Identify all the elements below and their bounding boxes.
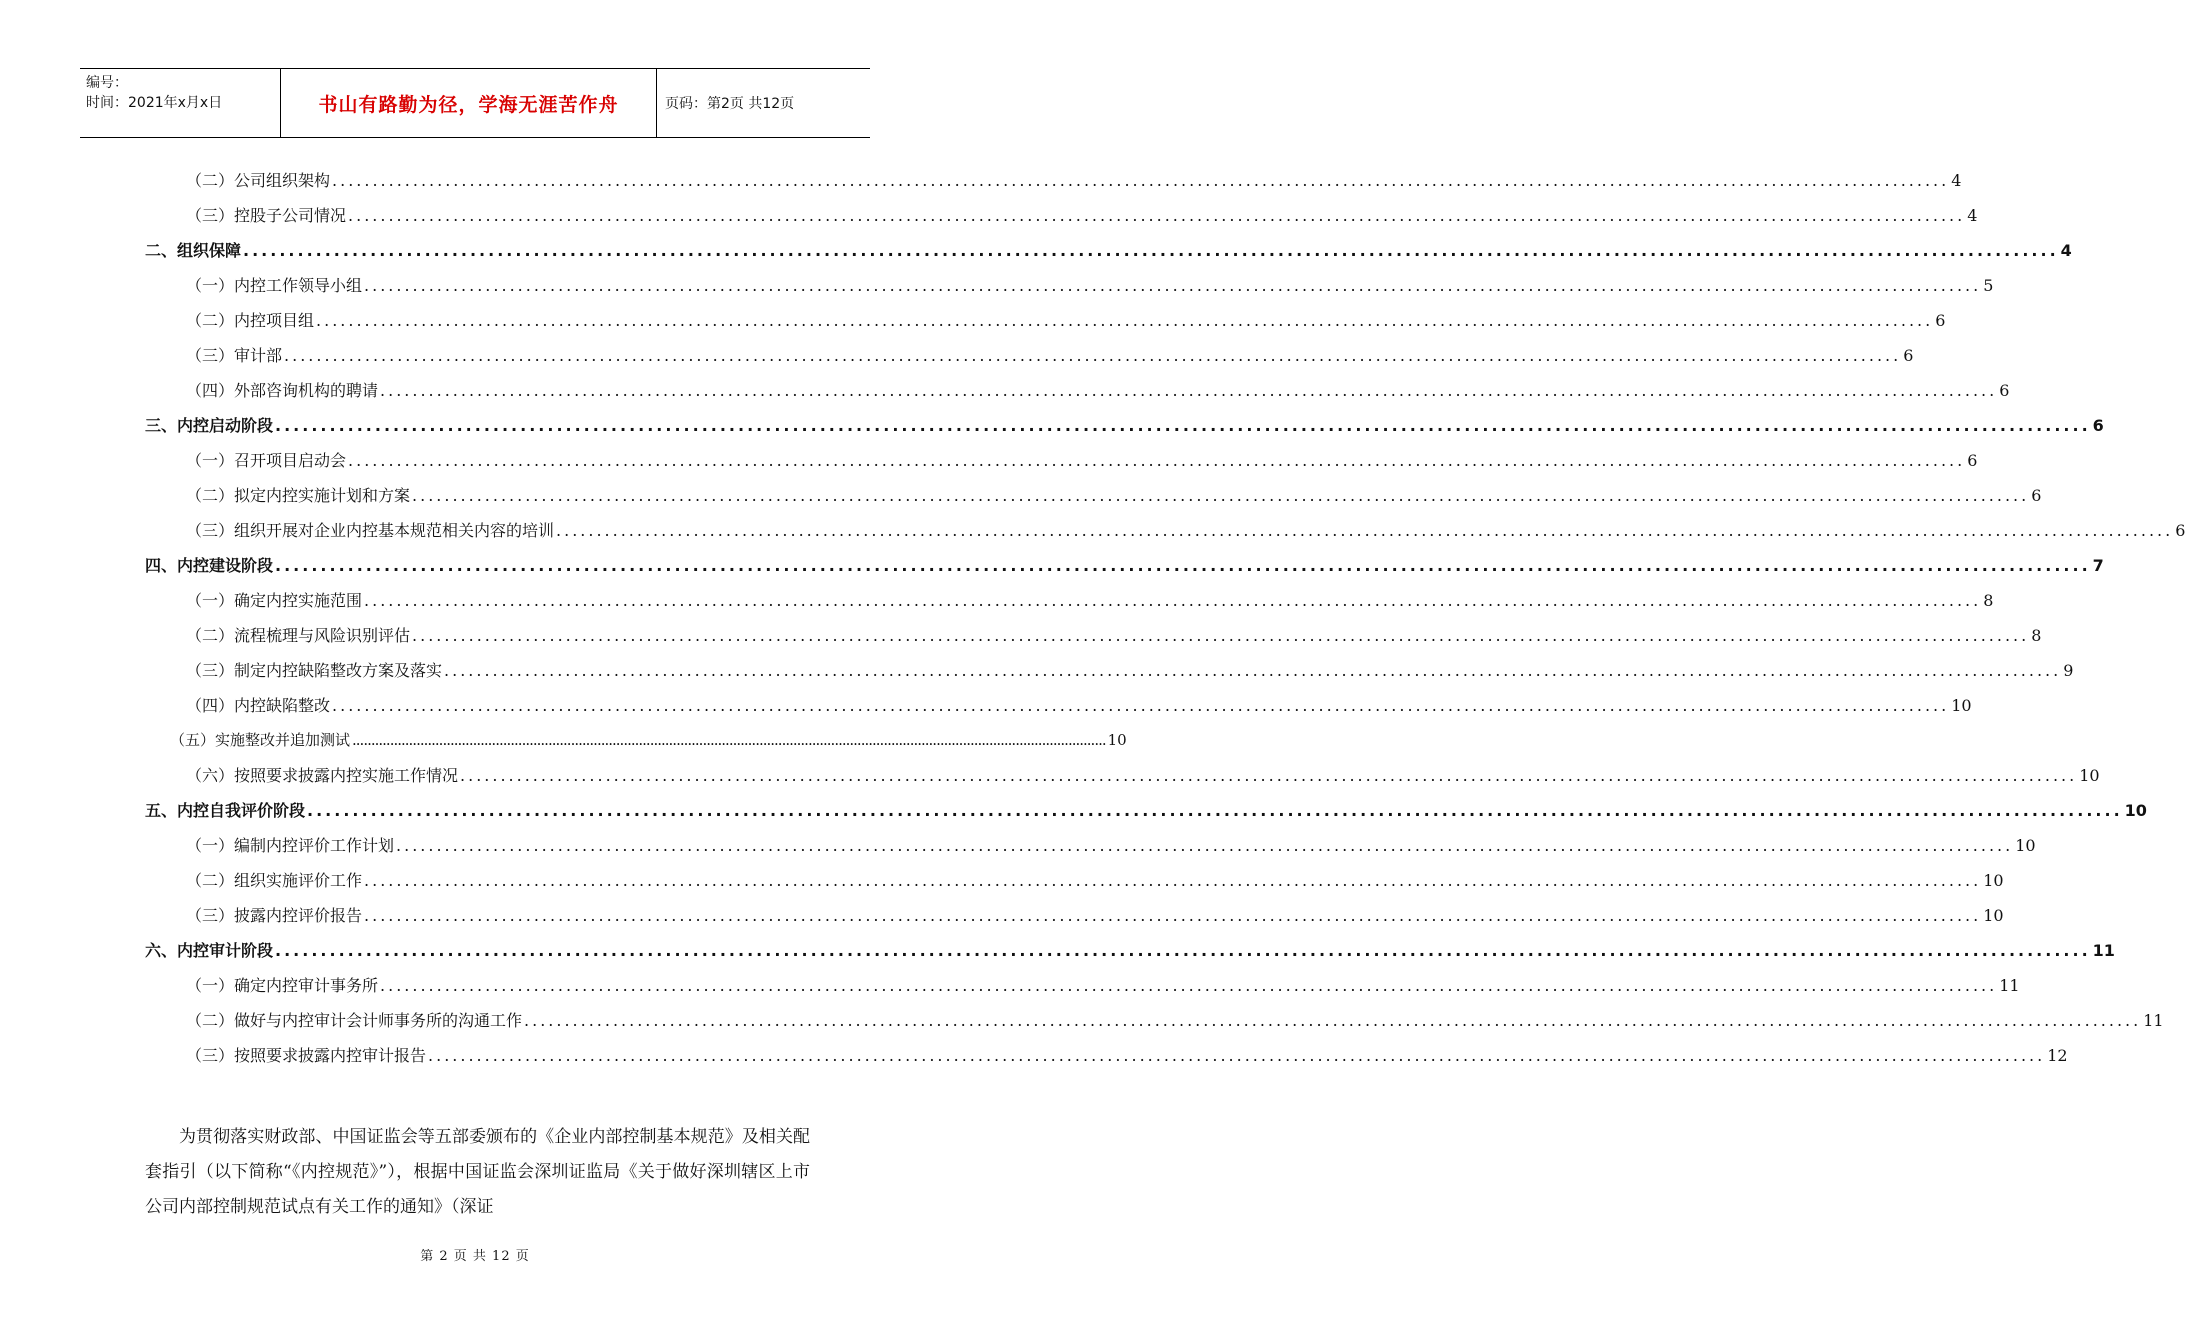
toc-entry-page: 8 bbox=[1983, 591, 1994, 610]
toc-entry-page: 6 bbox=[1967, 451, 1978, 470]
toc-subsection-entry[interactable] bbox=[186, 898, 2004, 933]
toc-dot-leader: ........................................................................................................................................................................................................ bbox=[412, 486, 2030, 505]
toc-entry-page: 7 bbox=[2092, 556, 2104, 575]
toc-entry-page: 11 bbox=[2092, 941, 2115, 960]
toc-dot-leader: ........................................................................................................................................................................................................ bbox=[460, 766, 2078, 785]
toc-entry-title: （四）内控缺陷整改 bbox=[186, 696, 331, 715]
toc-entry-page: 10 bbox=[1107, 731, 1127, 749]
toc-entry-page: 5 bbox=[1983, 276, 1994, 295]
toc-dot-leader: ........................................................................................................................................................................................................ bbox=[556, 521, 2174, 540]
toc-entry-page: 6 bbox=[2175, 521, 2185, 540]
toc-dot-leader: ........................................................................................................................................................................................................ bbox=[364, 906, 1982, 925]
toc-entry-title: （三）控股子公司情况 bbox=[186, 206, 347, 225]
toc-subsection-entry[interactable] bbox=[186, 303, 1946, 338]
toc-dot-leader: ........................................................................................................................................................................................................ bbox=[380, 381, 1998, 400]
toc-section-entry[interactable] bbox=[145, 793, 2147, 828]
toc-entry-page: 10 bbox=[2015, 836, 2036, 855]
toc-entry-title: （二）公司组织架构 bbox=[186, 171, 331, 190]
toc-dot-leader: ........................................................................................................................................................................................................ bbox=[428, 1046, 2046, 1065]
toc-subsection-entry[interactable] bbox=[186, 653, 2074, 688]
toc-section-entry[interactable] bbox=[145, 233, 2072, 268]
page-header bbox=[80, 68, 870, 138]
toc-entry-title: 五、内控自我评价阶段 bbox=[145, 801, 306, 820]
toc-entry-page: 9 bbox=[2063, 661, 2074, 680]
toc-entry-title: （六）按照要求披露内控实施工作情况 bbox=[186, 766, 459, 785]
page-footer: 第 2 页 共 12 页 bbox=[420, 1249, 530, 1264]
toc-entry-title: （三）审计部 bbox=[186, 346, 283, 365]
toc-dot-leader: ........................................................................................................................................................................................................ bbox=[380, 976, 1998, 995]
toc-entry-title: （一）确定内控实施范围 bbox=[186, 591, 363, 610]
toc-dot-leader: ........................................................................................................................................................................................................ bbox=[396, 836, 2014, 855]
toc-dot-leader: ........................................................................................................................................................................................................ bbox=[364, 871, 1982, 890]
toc-subsection-entry[interactable] bbox=[186, 1003, 2164, 1038]
toc-dot-leader: ........................................................................................................................................................................................................ bbox=[275, 416, 2091, 435]
toc-entry-title: （一）内控工作领导小组 bbox=[186, 276, 363, 295]
toc-entry-page: 6 bbox=[1935, 311, 1946, 330]
toc-entry-page: 6 bbox=[1999, 381, 2010, 400]
toc-dot-leader: ........................................................................................................................................................................................................ bbox=[412, 626, 2030, 645]
header-motto: 书山有路勤为径，学海无涯苦作舟 bbox=[280, 69, 657, 137]
toc-entry-title: （五）实施整改并追加测试 bbox=[170, 731, 351, 749]
toc-entry-page: 4 bbox=[2060, 241, 2072, 260]
toc-dot-leader: ........................................................................................................................................................................................................ bbox=[352, 731, 1106, 749]
toc-entry-title: （二）拟定内控实施计划和方案 bbox=[186, 486, 411, 505]
toc-subsection-entry[interactable] bbox=[186, 198, 1978, 233]
header-meta bbox=[80, 69, 280, 137]
toc-entry-page: 11 bbox=[1999, 976, 2020, 995]
toc-entry-page: 4 bbox=[1967, 206, 1978, 225]
toc-dot-leader: ........................................................................................................................................................................................................ bbox=[524, 1011, 2142, 1030]
toc-entry-page: 6 bbox=[2031, 486, 2042, 505]
toc-entry-title: 三、内控启动阶段 bbox=[145, 416, 274, 435]
toc-dot-leader: ........................................................................................................................................................................................................ bbox=[307, 801, 2123, 820]
toc-dot-leader: ........................................................................................................................................................................................................ bbox=[332, 696, 1950, 715]
toc-entry-title: 二、组织保障 bbox=[145, 241, 242, 260]
toc-dot-leader: ........................................................................................................................................................................................................ bbox=[332, 171, 1950, 190]
toc-dot-leader: ........................................................................................................................................................................................................ bbox=[364, 276, 1982, 295]
toc-entry-title: （二）组织实施评价工作 bbox=[186, 871, 363, 890]
toc-entry-page: 8 bbox=[2031, 626, 2042, 645]
toc-entry-page: 6 bbox=[1903, 346, 1914, 365]
toc-section-entry[interactable] bbox=[145, 933, 2115, 968]
toc-entry-page: 4 bbox=[1951, 171, 1962, 190]
toc-entry-page: 12 bbox=[2047, 1046, 2068, 1065]
toc-entry-page: 11 bbox=[2143, 1011, 2164, 1030]
toc-subsection-entry[interactable] bbox=[186, 618, 2042, 653]
toc-subsection-entry[interactable] bbox=[186, 268, 1994, 303]
body-paragraph: 为贯彻落实财政部、中国证监会等五部委颁布的《企业内部控制基本规范》及相关配套指引（以下简称“《内控规范》”），根据中国证监会深圳证监局《关于做好深圳辖区上市公司内部控制规范试点有关工作的通知》（深证 bbox=[145, 1127, 810, 1217]
toc-dot-leader: ........................................................................................................................................................................................................ bbox=[275, 941, 2091, 960]
toc-dot-leader: ........................................................................................................................................................................................................ bbox=[348, 451, 1966, 470]
toc-dot-leader: ........................................................................................................................................................................................................ bbox=[243, 241, 2059, 260]
toc-subsection-entry[interactable] bbox=[186, 688, 1972, 723]
toc-entry-title: （三）制定内控缺陷整改方案及落实 bbox=[186, 661, 443, 680]
toc-entry-page: 10 bbox=[1951, 696, 1972, 715]
toc-dot-leader: ........................................................................................................................................................................................................ bbox=[316, 311, 1934, 330]
toc-entry-title: （一）编制内控评价工作计划 bbox=[186, 836, 395, 855]
toc-dot-leader: ........................................................................................................................................................................................................ bbox=[284, 346, 1902, 365]
toc-entry-page: 10 bbox=[2079, 766, 2100, 785]
toc-subsection-entry[interactable] bbox=[186, 1038, 2068, 1073]
toc-entry-title: 六、内控审计阶段 bbox=[145, 941, 274, 960]
toc-subsection-entry[interactable] bbox=[186, 443, 1978, 478]
toc-dot-leader: ........................................................................................................................................................................................................ bbox=[348, 206, 1966, 225]
toc-subsection-entry[interactable] bbox=[186, 583, 1994, 618]
toc-entry-title: （三）按照要求披露内控审计报告 bbox=[186, 1046, 427, 1065]
toc-entry-title: 四、内控建设阶段 bbox=[145, 556, 274, 575]
toc-entry-page: 10 bbox=[1983, 871, 2004, 890]
toc-dot-leader: ........................................................................................................................................................................................................ bbox=[275, 556, 2091, 575]
toc-subsection-entry[interactable] bbox=[186, 758, 2100, 793]
toc-entry-title: （二）流程梳理与风险识别评估 bbox=[186, 626, 411, 645]
header-page-label: 页码：第2页 共12页 bbox=[665, 96, 795, 112]
toc-subsection-entry[interactable] bbox=[186, 968, 2020, 1003]
toc-entry-page: 10 bbox=[2124, 801, 2147, 820]
toc-entry-title: （三）组织开展对企业内控基本规范相关内容的培训 bbox=[186, 521, 555, 540]
toc-subsection-entry[interactable] bbox=[186, 863, 2004, 898]
toc-subsection-entry[interactable] bbox=[186, 163, 1962, 198]
toc-section-entry[interactable] bbox=[145, 408, 2104, 443]
toc-dot-leader: ........................................................................................................................................................................................................ bbox=[364, 591, 1982, 610]
toc-subsection-entry[interactable] bbox=[186, 478, 2042, 513]
toc-dot-leader: ........................................................................................................................................................................................................ bbox=[444, 661, 2062, 680]
toc-subsection-entry[interactable] bbox=[186, 338, 1914, 373]
toc-entry-page: 6 bbox=[2092, 416, 2104, 435]
toc-entry-title: （二）做好与内控审计会计师事务所的沟通工作 bbox=[186, 1011, 523, 1030]
toc-subsection-entry[interactable] bbox=[186, 513, 2185, 548]
toc-subsection-entry[interactable] bbox=[170, 723, 1127, 758]
toc-section-entry[interactable] bbox=[145, 548, 2104, 583]
toc-entry-title: （三）披露内控评价报告 bbox=[186, 906, 363, 925]
toc-entry-title: （二）内控项目组 bbox=[186, 311, 315, 330]
document-number-label: 编号： bbox=[86, 75, 128, 91]
toc-entry-title: （一）召开项目启动会 bbox=[186, 451, 347, 470]
toc-subsection-entry[interactable] bbox=[186, 828, 2036, 863]
toc-entry-title: （四）外部咨询机构的聘请 bbox=[186, 381, 379, 400]
toc-subsection-entry[interactable] bbox=[186, 373, 2010, 408]
toc-entry-title: （一）确定内控审计事务所 bbox=[186, 976, 379, 995]
toc-entry-page: 10 bbox=[1983, 906, 2004, 925]
document-date-label: 时间：2021年x月x日 bbox=[86, 95, 223, 111]
